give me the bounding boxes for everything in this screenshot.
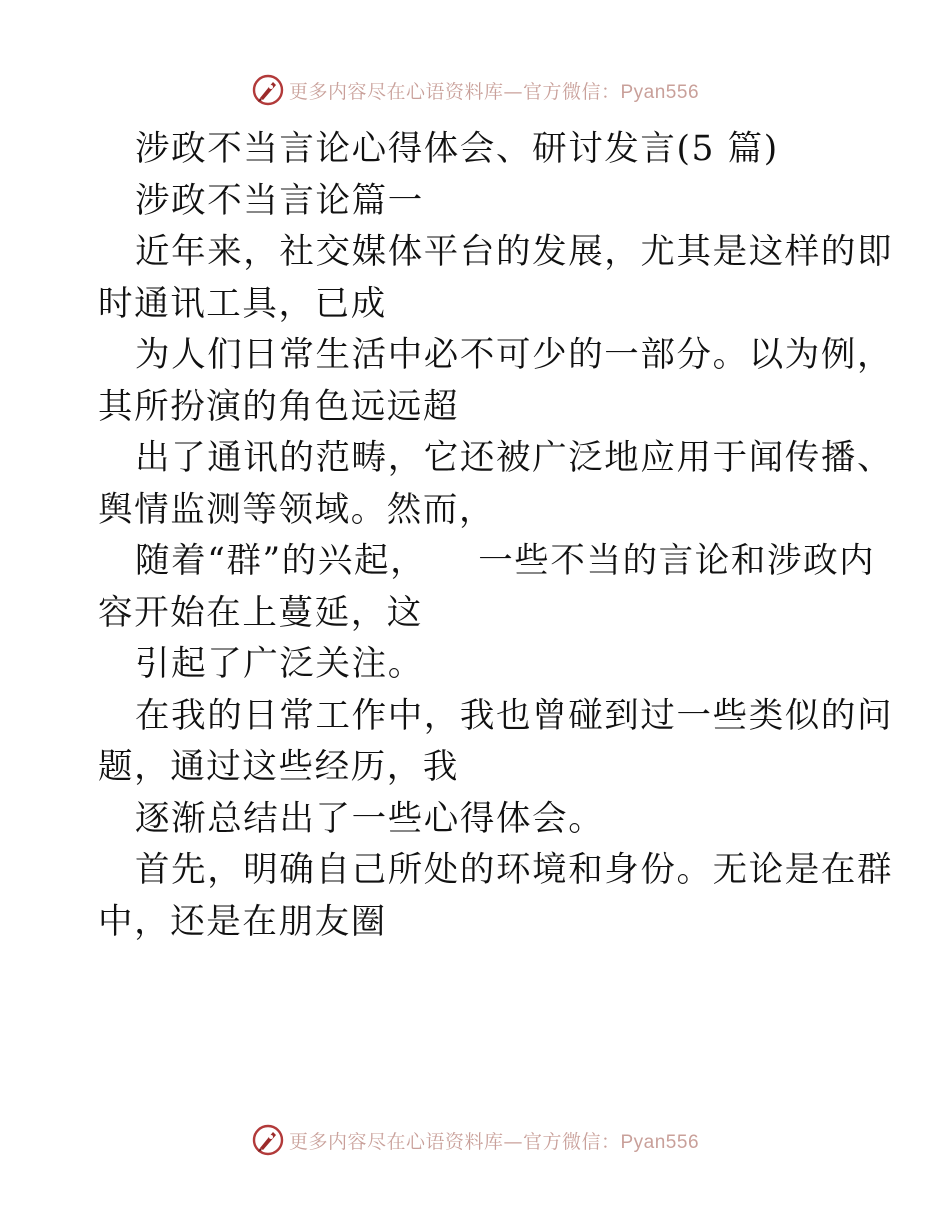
paragraph-line: 逐渐总结出了一些心得体会。 xyxy=(135,798,605,839)
document-title: 涉政不当言论心得体会、研讨发言(5 篇) xyxy=(135,129,779,169)
paragraph-line: 近年来，社交媒体平台的发展，尤其是这样的即 xyxy=(135,232,894,272)
paragraph-line: 容开始在上蔓延，这 xyxy=(98,592,423,633)
quill-pen-logo-icon xyxy=(251,1123,285,1157)
paragraph-line: 引起了广泛关注。 xyxy=(135,644,424,684)
paragraph-fragment: 随着“群”的兴起， xyxy=(135,541,427,581)
paragraph-line: 出了通讯的范畴，它还被广泛地应用于闻传播、 xyxy=(135,438,894,478)
section-heading: 涉政不当言论篇一 xyxy=(135,180,424,221)
wechat-id: Pyan556 xyxy=(620,1131,700,1153)
header-watermark-banner xyxy=(0,70,950,110)
paragraph-line: 舆情监测等领域。然而， xyxy=(98,489,496,530)
paragraph-line: 时通讯工具，已成 xyxy=(98,283,387,324)
paragraph-line: 在我的日常工作中，我也曾碰到过一些类似的问 xyxy=(135,695,894,736)
document-body xyxy=(98,124,894,948)
quill-pen-logo-icon xyxy=(251,73,285,107)
paragraph-line xyxy=(98,536,876,588)
watermark-text: 更多内容尽在心语资料库—官方微信：Pyan556 xyxy=(288,1130,700,1153)
paragraph-line: 为人们日常生活中必不可少的一部分。以为例， xyxy=(135,335,894,375)
paragraph-line: 首先，明确自己所处的环境和身份。无论是在群 xyxy=(135,850,894,890)
footer-watermark-banner xyxy=(0,1120,950,1160)
wechat-id: Pyan556 xyxy=(620,81,700,103)
paragraph-line: 中，还是在朋友圈 xyxy=(98,901,387,942)
paragraph-fragment: 一些不当的言论和涉政内 xyxy=(478,541,876,581)
watermark-text: 更多内容尽在心语资料库—官方微信：Pyan556 xyxy=(288,80,700,103)
paragraph-line: 其所扮演的角色远远超 xyxy=(98,386,459,427)
paragraph-line: 题，通过这些经历，我 xyxy=(98,747,459,787)
